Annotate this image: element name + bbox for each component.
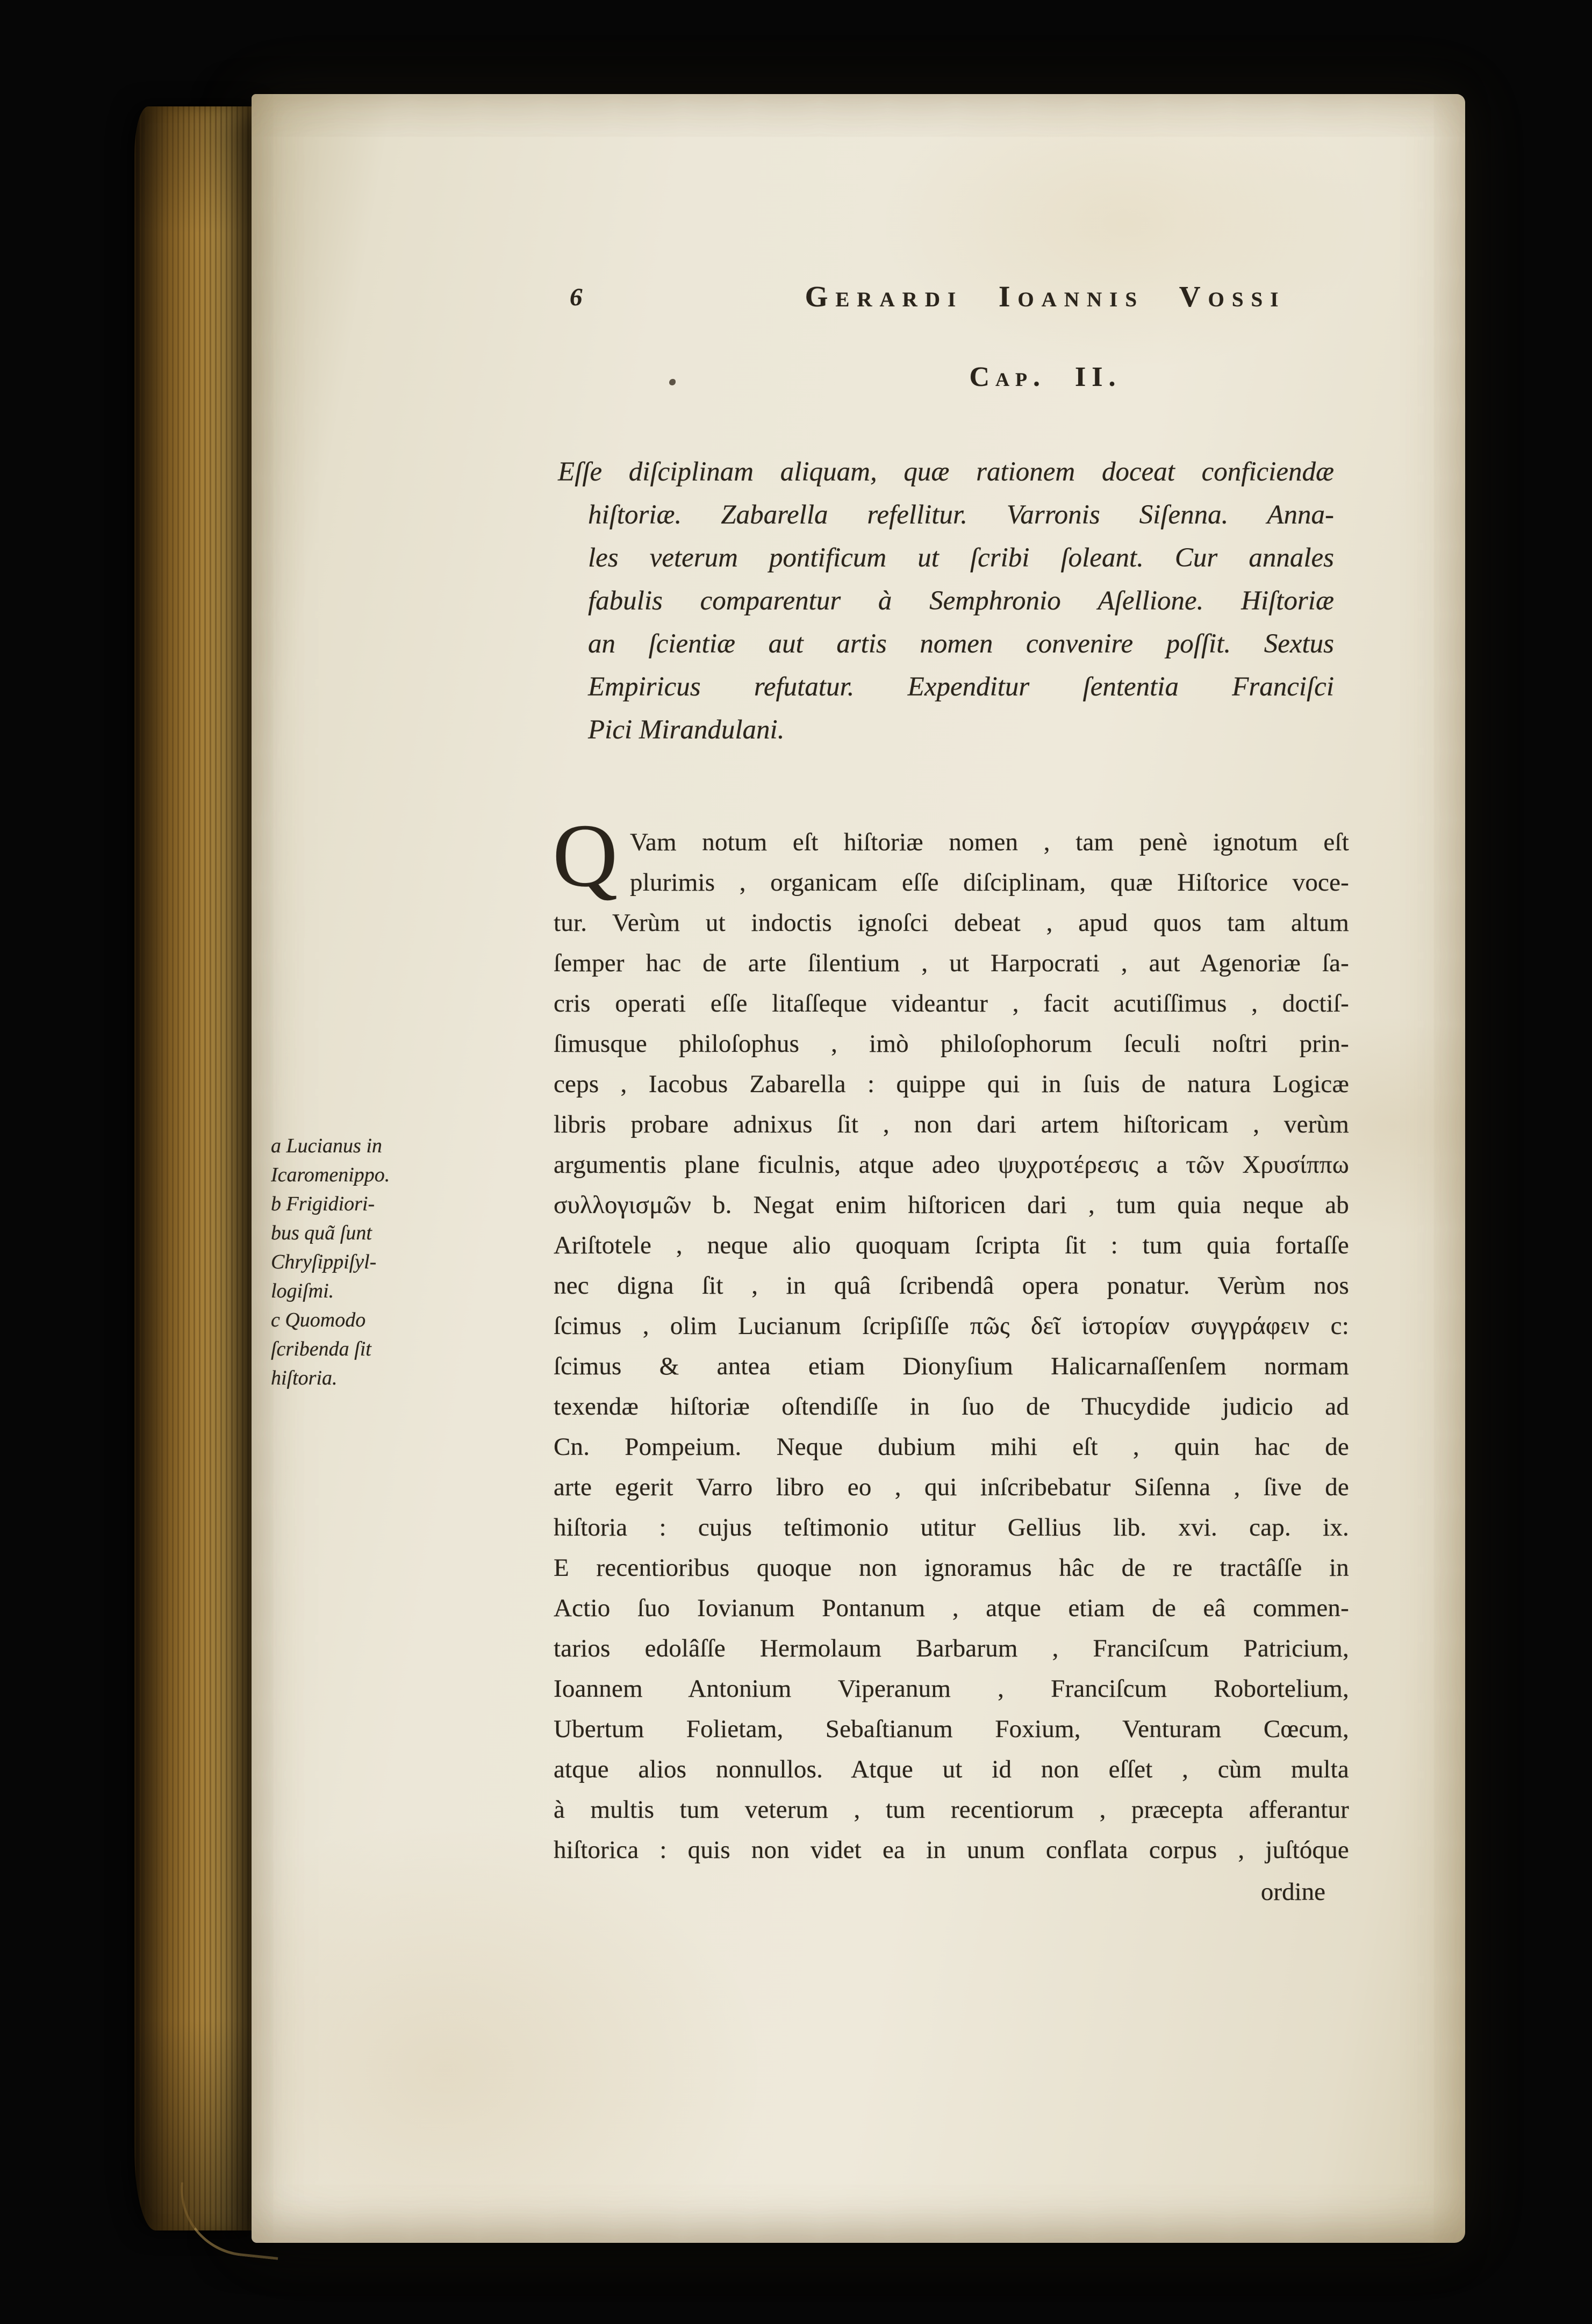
- margin-notes: [271, 1131, 532, 1393]
- margin-note-line: c Quomodo: [271, 1309, 366, 1331]
- margin-note-line: ſcribenda ſit: [271, 1338, 371, 1360]
- folio-number: 6: [570, 283, 583, 311]
- argument-line: an ſcientiæ aut artis nomen convenire poſſit. Sextus: [588, 629, 1334, 659]
- margin-note-c: [271, 1306, 532, 1393]
- margin-note-line: Chryſippiſyl-: [271, 1251, 377, 1273]
- running-header: [554, 279, 1338, 322]
- body-text-line: E recentioribus quoque non ignoramus hâc de re tractâſſe in: [554, 1554, 1349, 1582]
- argument-line: Pici Mirandulani.: [588, 715, 785, 745]
- body-text-line: à multis tum veterum , tum recentiorum , præcepta afferantur: [554, 1796, 1349, 1824]
- body-text-line: ceps , Iacobus Zabarella : quippe qui in ſuis de natura Logicæ: [554, 1070, 1349, 1098]
- catchword: ordine: [1260, 1878, 1325, 1906]
- body-text-line: tur. Verùm ut indoctis ignoſci debeat , apud quos tam altum: [554, 909, 1349, 937]
- margin-note-line: a Lucianus in: [271, 1135, 382, 1157]
- catchword-row: [554, 1877, 1338, 1906]
- body-text-line: cris operati eſſe litaſſeque videantur , facit acutiſſimus , doctiſ-: [554, 989, 1349, 1017]
- chapter-heading: Cap. II.: [969, 362, 1122, 392]
- body-text-line: atque alios nonnullos. Atque ut id non eſſet , cùm multa: [554, 1755, 1349, 1783]
- argument-line: Empiricus refutatur. Expenditur ſententia Franciſci: [588, 672, 1334, 702]
- body-text-line: Ariſtotele , neque alio quoquam ſcripta ſit : tum quia fortaſſe: [554, 1231, 1349, 1259]
- body-text-line: texendæ hiſtoriæ oſtendiſſe in ſuo de Thucydide judicio ad: [554, 1393, 1349, 1421]
- margin-note-line: logiſmi.: [271, 1280, 334, 1302]
- drop-cap-initial: Q: [553, 806, 618, 906]
- body-text: [554, 822, 1349, 1870]
- body-text-line: συλλογισμῶν b. Negat enim hiſtoricen dari , tum quia neque ab: [554, 1191, 1349, 1219]
- body-text-line: ſcimus , olim Lucianum ſcripſiſſe πῶς δεῖ ἱστορίαν συγγράφειν c:: [554, 1312, 1349, 1340]
- argument-summary: [554, 450, 1334, 751]
- body-text-line: hiſtoria : cujus teſtimonio utitur Gellius lib. xvi. cap. ix.: [554, 1514, 1349, 1541]
- body-text-line: Cn. Pompeium. Neque dubium mihi eſt , quin hac de: [554, 1433, 1349, 1461]
- body-text-line: plurimis , organicam eſſe diſciplinam, quæ Hiſtorice voce-: [630, 869, 1349, 896]
- running-title: Gerardi Ioannis Vossi: [805, 280, 1286, 313]
- margin-note-line: b Frigidiori-: [271, 1193, 375, 1215]
- body-text-line: libris probare adnixus ſit , non dari artem hiſtoricam , verùm: [554, 1110, 1349, 1138]
- body-text-line: arte egerit Varro libro eo , qui inſcribebatur Siſenna , ſive de: [554, 1473, 1349, 1501]
- body-text-line: nec digna ſit , in quâ ſcribendâ opera ponatur. Verùm nos: [554, 1272, 1349, 1300]
- body-text-line: Vam notum eſt hiſtoriæ nomen , tam penè ignotum eſt: [630, 828, 1349, 856]
- argument-line: fabulis comparentur à Semphronio Aſellione. Hiſtoriæ: [588, 586, 1334, 616]
- book-page: [252, 94, 1465, 2243]
- margin-note-line: Icaromenippo.: [271, 1164, 390, 1186]
- body-text-line: ſimusque philoſophus , imò philoſophorum ſeculi noſtri prin-: [554, 1030, 1349, 1058]
- argument-line: les veterum pontificum ut ſcribi ſoleant. Cur annales: [588, 543, 1334, 573]
- body-text-line: Ioannem Antonium Viperanum , Franciſcum Robortelium,: [554, 1675, 1349, 1703]
- body-text-line: tarios edolâſſe Hermolaum Barbarum , Franciſcum Patricium,: [554, 1634, 1349, 1662]
- body-text-line: ſemper hac de arte ſilentium , ut Harpocrati , aut Agenoriæ ſa-: [554, 949, 1349, 977]
- body-text-line: Ubertum Folietam, Sebaſtianum Foxium, Venturam Cœcum,: [554, 1715, 1349, 1743]
- argument-line: hiſtoriæ. Zabarella refellitur. Varronis Siſenna. Anna-: [588, 500, 1334, 530]
- margin-note-line: hiſtoria.: [271, 1367, 338, 1389]
- margin-note-a: [271, 1131, 532, 1189]
- body-text-line: argumentis plane ficulnis, atque adeo ψυχροτέρεσις a τῶν Χρυσίππω: [554, 1151, 1349, 1179]
- argument-line: Eſſe diſciplinam aliquam, quæ rationem doceat conficiendæ: [558, 457, 1334, 487]
- margin-note-b: [271, 1189, 532, 1306]
- body-text-line: ſcimus & antea etiam Dionyſium Halicarnaſſenſem normam: [554, 1352, 1349, 1380]
- margin-note-line: bus quã ſunt: [271, 1222, 372, 1244]
- body-text-line: Actio ſuo Iovianum Pontanum , atque etiam de eâ commen-: [554, 1594, 1349, 1622]
- book-fore-edge: [134, 106, 259, 2230]
- body-text-line: hiſtorica : quis non videt ea in unum conflata corpus , juſtóque: [554, 1836, 1349, 1864]
